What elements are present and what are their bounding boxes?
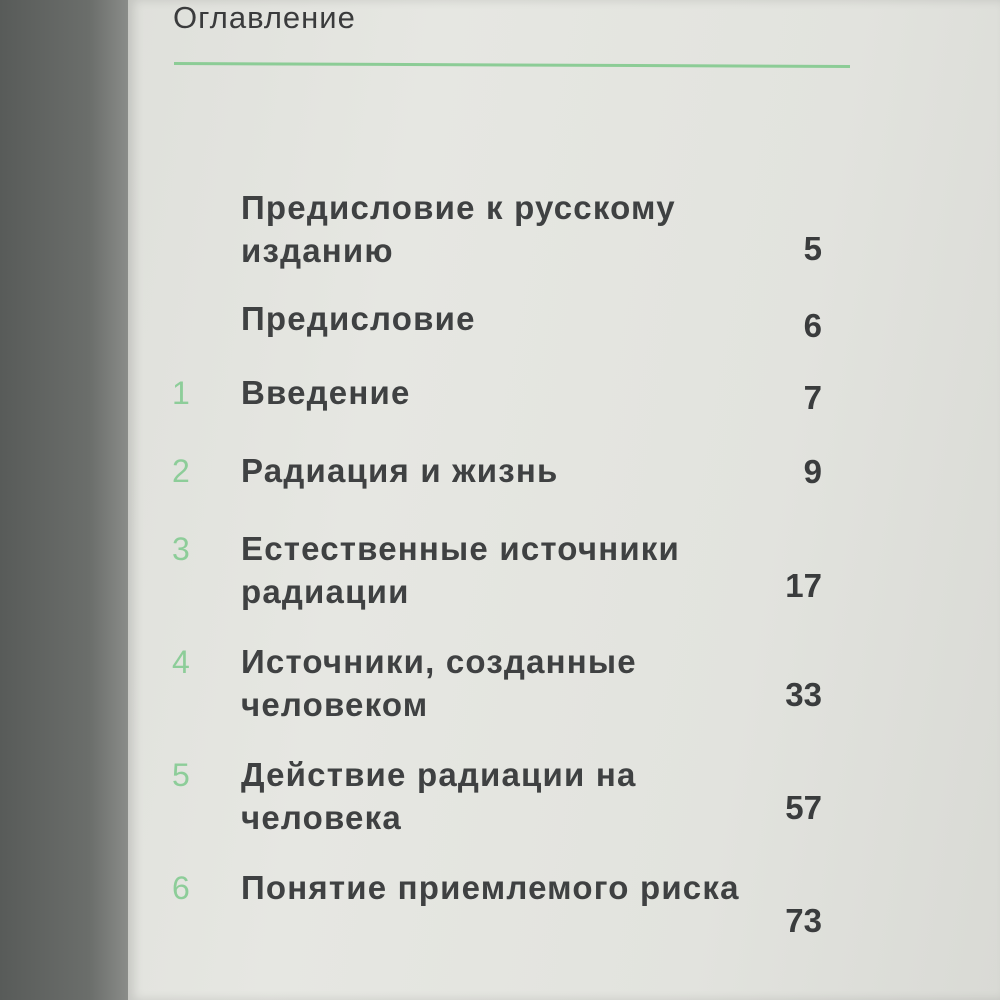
toc-entry-number: 5: [172, 757, 190, 793]
page-title: Оглавление: [173, 0, 356, 35]
toc-entry-number: 4: [172, 644, 190, 680]
toc-entry-title: Радиация и жизнь: [241, 452, 559, 489]
toc-entry-page: 7: [803, 379, 822, 416]
toc-entry-title: Предисловие к русскому изданию: [241, 189, 676, 269]
toc-entry-title: Понятие приемлемого риска: [241, 869, 740, 906]
toc-entry-page: 5: [803, 230, 822, 267]
toc-entry-title: Естественные источники радиации: [241, 530, 681, 610]
toc-entry-page: 17: [785, 567, 822, 604]
toc-entry-page: 33: [785, 676, 822, 713]
toc-entry-page: 9: [803, 453, 822, 490]
toc-entry-number: 2: [172, 453, 190, 489]
toc-entry-title: Источники, созданные человеком: [241, 643, 637, 723]
toc-entry-title: Действие радиации на человека: [241, 756, 637, 836]
table-of-contents: [128, 0, 1000, 1000]
book-page: [128, 0, 1000, 1000]
toc-entry-page: 57: [785, 789, 822, 826]
toc-entry-page: 73: [785, 902, 822, 939]
toc-entry-title: Введение: [241, 374, 411, 411]
book-gutter: [0, 0, 128, 1000]
toc-entry-page: 6: [803, 307, 822, 344]
toc-entry-title: Предисловие: [241, 300, 476, 337]
toc-entry-number: 3: [172, 531, 190, 567]
toc-entry-number: 6: [172, 870, 190, 906]
toc-entry-number: 1: [172, 375, 190, 411]
